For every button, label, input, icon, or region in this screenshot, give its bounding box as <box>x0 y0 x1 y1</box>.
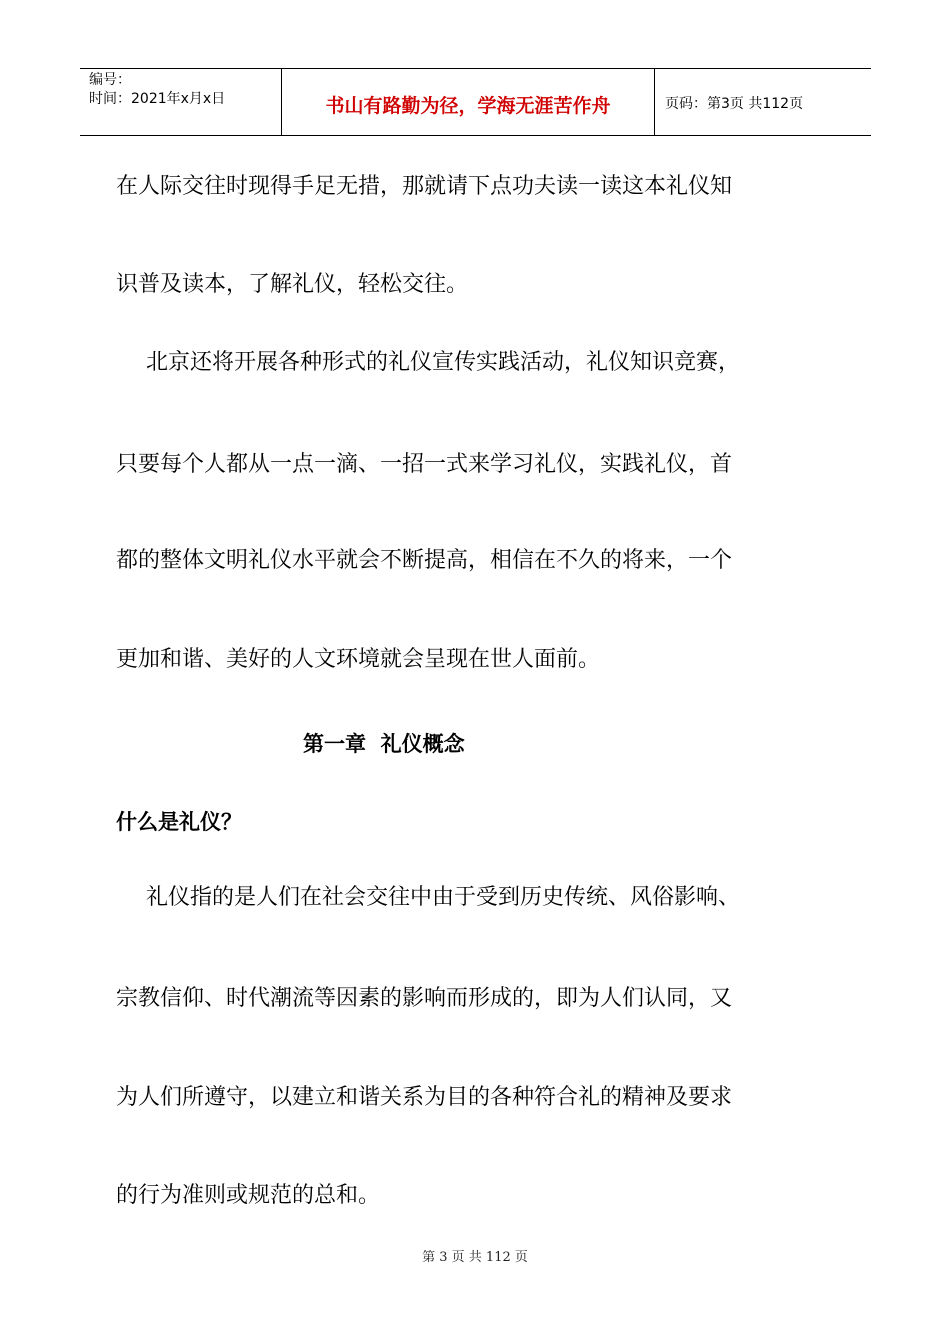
header-motto-cell <box>282 69 655 135</box>
chapter-title: 第一章 礼仪概念 <box>303 732 465 756</box>
body-line-2: 识普及读本，了解礼仪，轻松交往。 <box>116 272 469 297</box>
definition-line-2: 宗教信仰、时代潮流等因素的影响而形成的，即为人们认同，又 <box>116 986 733 1011</box>
body-line-3: 北京还将开展各种形式的礼仪宣传实践活动，礼仪知识竞赛， <box>146 350 741 375</box>
definition-line-1: 礼仪指的是人们在社会交往中由于受到历史传统、风俗影响、 <box>146 885 741 910</box>
definition-line-4: 的行为准则或规范的总和。 <box>116 1183 381 1208</box>
header-meta-cell <box>80 69 282 135</box>
body-line-6: 更加和谐、美好的人文环境就会呈现在世人面前。 <box>116 647 601 672</box>
section-heading: 什么是礼仪？ <box>116 810 242 834</box>
time-label: 时间：2021年x月x日 <box>89 91 226 107</box>
document-header <box>80 68 871 136</box>
body-line-5: 都的整体文明礼仪水平就会不断提高，相信在不久的将来，一个 <box>116 548 733 573</box>
motto-text: 书山有路勤为径，学海无涯苦作舟 <box>325 94 611 117</box>
number-label: 编号： <box>89 72 131 88</box>
body-line-1: 在人际交往时现得手足无措，那就请下点功夫读一读这本礼仪知 <box>116 174 733 199</box>
header-page-cell <box>655 69 871 135</box>
page-footer: 第 3 页 共 112 页 <box>422 1250 528 1265</box>
page-info: 页码：第3页 共112页 <box>665 96 804 112</box>
body-line-4: 只要每个人都从一点一滴、一招一式来学习礼仪，实践礼仪，首 <box>116 452 733 477</box>
definition-line-3: 为人们所遵守，以建立和谐关系为目的各种符合礼的精神及要求 <box>116 1085 733 1110</box>
